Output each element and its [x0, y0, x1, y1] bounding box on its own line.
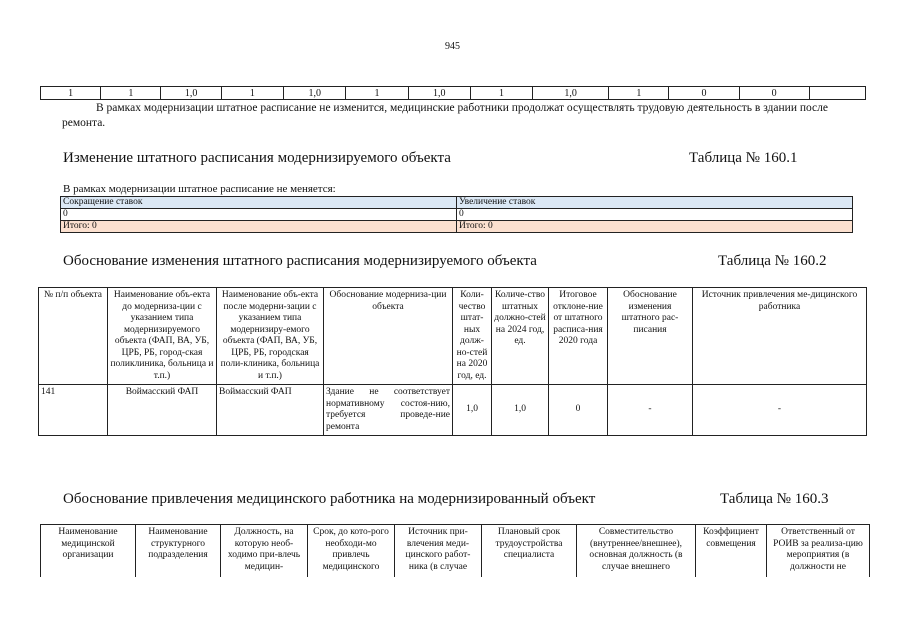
table-cell: 0	[61, 209, 457, 221]
worker-attraction-table	[40, 524, 870, 577]
section1-title: Изменение штатного расписания модернизируемого объекта	[63, 150, 451, 166]
table-cell: 1,0	[533, 87, 609, 100]
continuation-table	[40, 86, 866, 100]
header-cell: Наименование объ-екта после модерни-зации с указанием типа модернизиру-емого объекта (ФАП, ВА, УБ, ЦРБ, РБ, городская поли-клиника, больница и т.п.)	[217, 288, 324, 385]
table-cell: 1	[470, 87, 532, 100]
table-row	[39, 385, 867, 436]
header-cell: Ответственный от РОИВ за реализа-цию мероприятия (в должности не	[767, 525, 870, 577]
table-cell: 1,0	[161, 87, 221, 100]
header-cell-increase: Увеличение ставок	[457, 197, 853, 209]
table-cell: -	[693, 385, 867, 436]
table-cell: 1,0	[408, 87, 470, 100]
table-cell: 1	[609, 87, 669, 100]
header-cell: Источник при-влечения меди-цинского работ-ника (в случае	[395, 525, 482, 577]
table-cell	[809, 87, 865, 100]
table-row	[61, 209, 853, 221]
table-header-row	[61, 197, 853, 209]
total-cell: Итого: 0	[457, 221, 853, 233]
header-cell: Итоговое отклоне-ние от штатного расписа-ния 2020 года	[549, 288, 608, 385]
header-cell: Срок, до кото-рого необходи-мо привлечь медицинского	[308, 525, 395, 577]
header-cell: Наименование объ-екта до модерниза-ции с указанием типа модернизируемого объекта (ФАП, ВА, УБ, ЦРБ, РБ, город-ская поликлиника, больница и т.п.)	[108, 288, 217, 385]
header-cell: Источник привлечения ме-дицинского работника	[693, 288, 867, 385]
header-cell-reduction: Сокращение ставок	[61, 197, 457, 209]
header-cell: Должность, на которую необ-ходимо при-влечь медицин-	[221, 525, 308, 577]
section3-title: Обоснование привлечения медицинского работника на модернизированный объект	[63, 491, 596, 507]
table-cell: 1,0	[492, 385, 549, 436]
header-cell: № п/п объекта	[39, 288, 108, 385]
table-cell: 0	[457, 209, 853, 221]
staff-basis-table	[38, 287, 867, 436]
header-cell: Наименование медицинской организации	[41, 525, 136, 577]
table-cell: 1	[346, 87, 408, 100]
section3-table-label: Таблица № 160.3	[720, 491, 829, 507]
table-cell: 1	[101, 87, 161, 100]
header-cell: Совместительство (внутреннее/внешнее), основная должность (в случае внешнего	[577, 525, 696, 577]
table-header-row	[39, 288, 867, 385]
table-cell: Воймасский ФАП	[217, 385, 324, 436]
section2-table-label: Таблица № 160.2	[718, 253, 827, 269]
header-cell: Плановый срок трудоустройства специалиста	[482, 525, 577, 577]
intro-paragraph: В рамках модернизации штатное расписание не изменится, медицинские работники продолжат осуществлять трудовую деятельность в здании после ремонта.	[62, 102, 828, 129]
section1-note: В рамках модернизации штатное расписание не меняется:	[63, 183, 336, 195]
staff-change-table	[60, 196, 853, 233]
table-cell: 1,0	[284, 87, 346, 100]
header-cell: Коли-чество штат-ных долж-но-стей на 2020 год, ед.	[453, 288, 492, 385]
table-total-row	[61, 221, 853, 233]
section2-title: Обоснование изменения штатного расписания модернизируемого объекта	[63, 253, 537, 269]
table-row	[41, 87, 866, 100]
total-cell: Итого: 0	[61, 221, 457, 233]
header-cell: Обоснование изменения штатного рас-писания	[608, 288, 693, 385]
table-cell: 141	[39, 385, 108, 436]
header-cell: Коэффициент совмещения	[696, 525, 767, 577]
table-header-row	[41, 525, 870, 577]
table-cell: Воймасский ФАП	[108, 385, 217, 436]
page-number: 945	[445, 41, 460, 52]
header-cell: Обоснование модерниза-ции объекта	[324, 288, 453, 385]
table-cell: Здание не соответствует нормативному состоя-нию, требуется проведе-ние ремонта	[324, 385, 453, 436]
header-cell: Наименование структурного подразделения	[136, 525, 221, 577]
table-cell: 0	[669, 87, 739, 100]
table-cell: 1,0	[453, 385, 492, 436]
table-cell: 1	[221, 87, 283, 100]
table-cell: 0	[739, 87, 809, 100]
section1-table-label: Таблица № 160.1	[689, 150, 798, 166]
table-cell: 1	[41, 87, 101, 100]
table-cell: 0	[549, 385, 608, 436]
table-cell: -	[608, 385, 693, 436]
header-cell: Количе-ство штатных должно-стей на 2024 год, ед.	[492, 288, 549, 385]
